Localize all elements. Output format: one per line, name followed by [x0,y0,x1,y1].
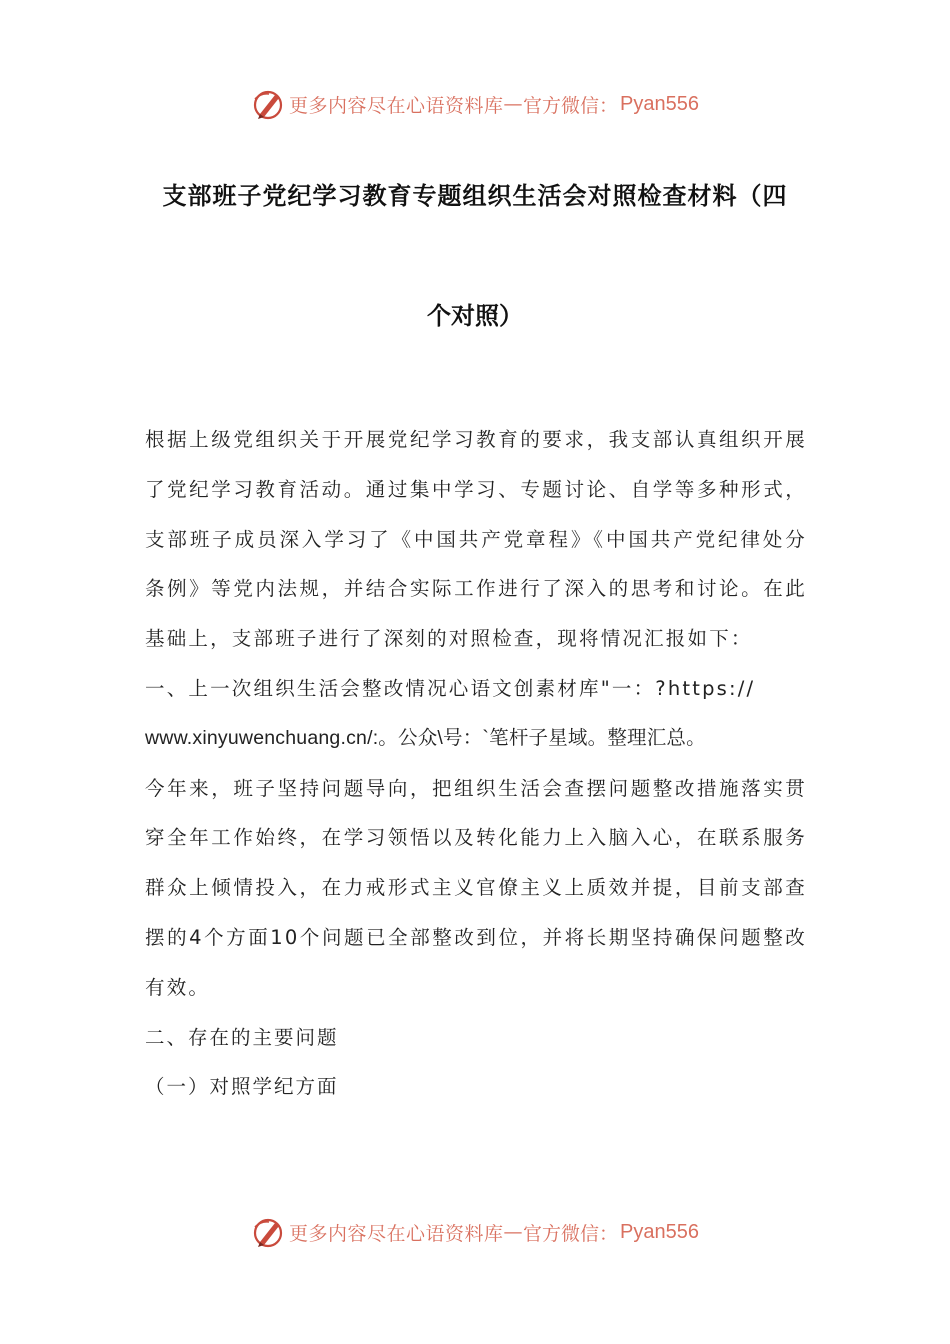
banner-wechat-label: 官方微信： [523,94,619,117]
section-1-url-line: www.xinyuwenchuang.cn/:。公众\号：`笔杆子星域。整理汇总。 [145,726,706,749]
banner-wechat-id: Pyan556 [620,92,699,115]
section-1-heading-text: 一、上一次组织生活会整改情况心语文创素材库"一：?https:// [145,676,756,700]
footer-banner [0,1212,950,1252]
header-banner [0,84,950,124]
pen-circle-logo-icon [251,87,285,121]
section-2-heading: 二、存在的主要问题 [145,1025,339,1049]
footer-wechat-label: 官方微信： [523,1222,619,1245]
section-1-paragraph: 今年来，班子坚持问题导向，把组织生活会查摆问题整改措施落实贯穿全年工作始终，在学习领悟以及转化能力上入脑入心，在联系服务群众上倾情投入，在力戒形式主义官僚主义上质效并提，目前支部查摆的4个方面10个问题已全部整改到位，并将长期坚持确保问题整改有效。 [145,776,807,999]
subsection-1-heading: （一）对照学纪方面 [145,1075,339,1099]
section-1-heading [145,664,807,714]
footer-dash: — [503,1221,524,1243]
pen-circle-logo-icon [251,1215,285,1249]
footer-wechat-id: Pyan556 [620,1220,699,1243]
banner-slogan: 更多内容尽在心语资料库 [289,94,504,117]
document-title-line-1: 支部班子党纪学习教育专题组织生活会对照检查材料（四 [162,181,788,210]
banner-dash: — [503,93,524,115]
footer-slogan: 更多内容尽在心语资料库 [289,1222,504,1245]
document-title-line-2: 个对照） [427,301,523,330]
intro-paragraph: 根据上级党组织关于开展党纪学习教育的要求，我支部认真组织开展了党纪学习教育活动。通过集中学习、专题讨论、自学等多种形式，支部班子成员深入学习了《中国共产党章程》《中国共产党纪律处分条例》等党内法规，并结合实际工作进行了深入的思考和讨论。在此基础上，支部班子进行了深刻的对照检查，现将情况汇报如下： [145,428,807,651]
document-body [145,415,807,1112]
